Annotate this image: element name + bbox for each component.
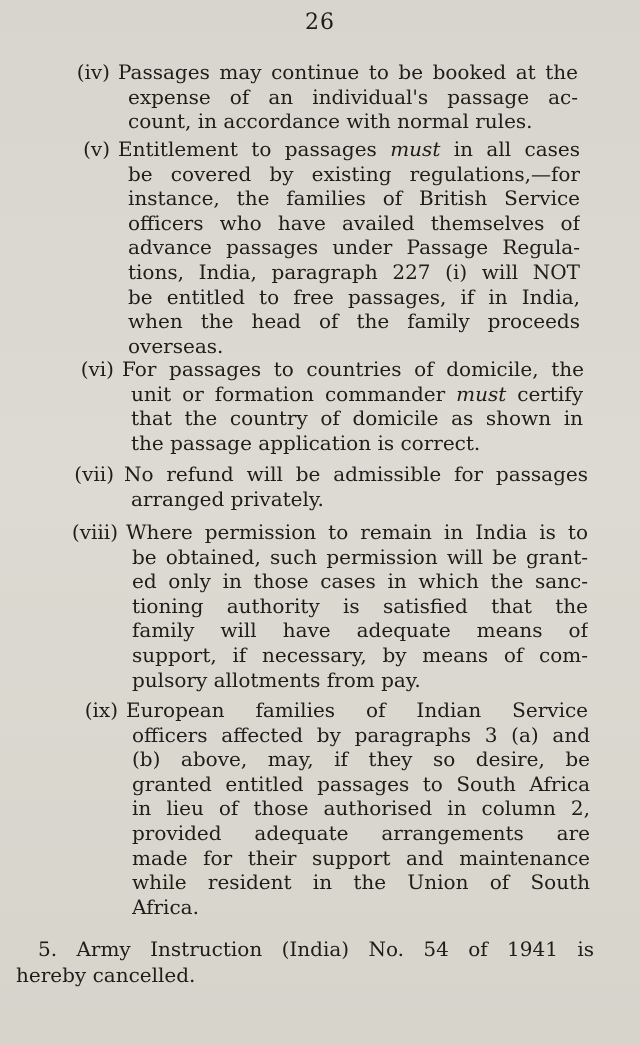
item-text-line: instance, the families of British Service: [128, 186, 580, 211]
paragraph-5: [16, 936, 594, 988]
paragraph-5-line-1: 5. Army Instruction (India) No. 54 of 1941 is: [38, 937, 594, 961]
item-text-line: ed only in those cases in which the sanc-: [132, 569, 588, 594]
item-text-line: Africa.: [132, 894, 199, 919]
item-text-line: For passages to countries of domicile, the: [122, 357, 584, 381]
item-number: (ix): [84, 698, 118, 722]
item-text-line: No refund will be admissible for passages: [124, 462, 588, 486]
item-text-line: officers who have availed themselves of: [128, 210, 580, 235]
item-text-line: be obtained, such permission will be grant-: [132, 544, 588, 569]
item-number: (iv): [76, 60, 110, 84]
item-text-line: made for their support and maintenance: [132, 845, 590, 870]
item-text-line: be entitled to free passages, if in India,: [128, 284, 580, 309]
item-text-line: expense of an individual's passage ac-: [128, 84, 578, 109]
item-text-line: advance passages under Passage Regula-: [128, 235, 580, 260]
item-text-line: that the country of domicile as shown in: [131, 406, 583, 431]
page-number: 26: [305, 10, 335, 35]
item-text-line: tioning authority is satisfied that the: [132, 593, 588, 618]
item-text-line: European families of Indian Service: [126, 698, 588, 722]
item-text-line: be covered by existing regulations,—for: [128, 161, 580, 186]
item-text-line: officers affected by paragraphs 3 (a) and: [132, 722, 590, 747]
item-number: (v): [83, 137, 110, 161]
paragraph-5-line-2: hereby cancelled.: [16, 963, 196, 987]
item-number: (viii): [71, 520, 118, 544]
item-text-line: tions, India, paragraph 227 (i) will NOT: [128, 260, 580, 284]
item-text-line: provided adequate arrangements are: [132, 821, 590, 845]
item-text-line: count, in accordance with normal rules.: [128, 109, 533, 134]
item-text-line: Entitlement to passages must in all cases: [118, 137, 580, 161]
item-number: (vi): [80, 357, 114, 381]
item-number: (vii): [74, 462, 114, 486]
item-text-line: the passage application is correct.: [131, 430, 481, 455]
item-text-line: arranged privately.: [131, 486, 324, 511]
item-text-line: granted entitled passages to South Africa: [132, 771, 590, 796]
item-text-line: support, if necessary, by means of com-: [132, 643, 588, 667]
item-text-line: (b) above, may, if they so desire, be: [132, 747, 590, 772]
item-text-line: when the head of the family proceeds: [128, 309, 580, 334]
item-text-line: overseas.: [128, 333, 224, 358]
item-text-line: family will have adequate means of: [132, 618, 588, 643]
item-text-line: while resident in the Union of South: [132, 870, 590, 895]
item-text-line: Passages may continue to be booked at the: [118, 60, 578, 84]
item-text-line: Where permission to remain in India is to: [126, 520, 588, 544]
item-text-line: in lieu of those authorised in column 2,: [132, 796, 590, 821]
item-text-line: unit or formation commander must certify: [131, 381, 583, 406]
item-text-line: pulsory allotments from pay.: [132, 667, 421, 692]
